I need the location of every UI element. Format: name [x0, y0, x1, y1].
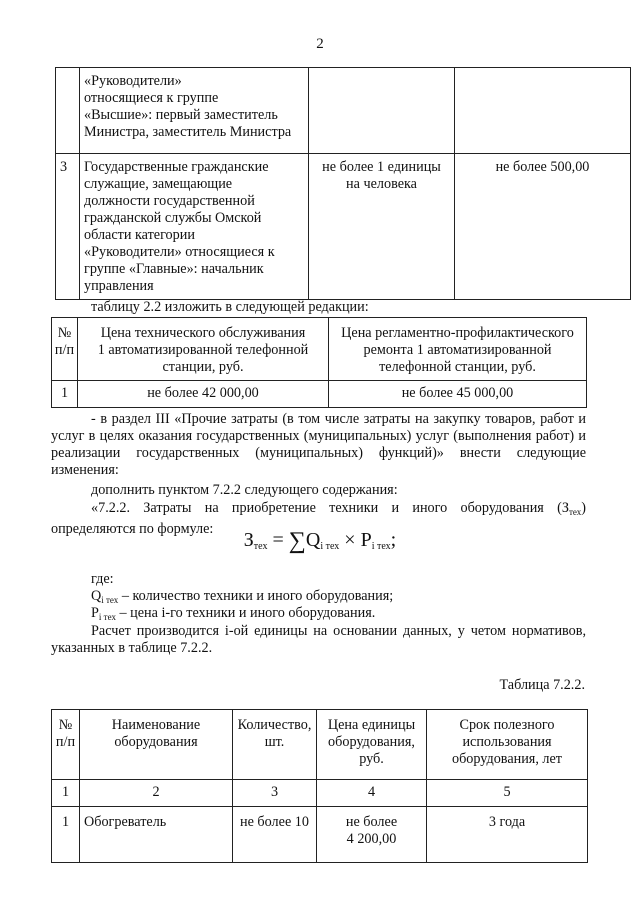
definition-symbol: Q: [91, 588, 102, 604]
norm-line: на человека: [346, 176, 417, 192]
definition-subscript: i тех: [98, 612, 116, 622]
formula-times: ×: [344, 529, 356, 551]
useful-life-cell: 3 года: [427, 807, 588, 863]
where-label: где:: [91, 571, 114, 587]
table-row: [56, 68, 631, 154]
header-line: Цена единицы: [327, 717, 416, 733]
index-cell: 1: [52, 780, 80, 807]
table-2-2-intro: таблицу 2.2 изложить в следующей редакции:: [91, 299, 369, 315]
header-line: №: [57, 325, 72, 341]
position-line: «Руководители»: [84, 73, 182, 89]
header-line: Наименование: [111, 717, 201, 733]
norm-cell: [309, 68, 455, 154]
position-line: области категории: [84, 227, 195, 243]
index-cell: 5: [427, 780, 588, 807]
maintenance-price-cell: не более 42 000,00: [78, 381, 329, 408]
header-line: руб.: [359, 751, 384, 767]
col-header-unit-price: [317, 710, 427, 780]
staff-norm-table: [55, 67, 631, 300]
formula-lhs: З: [243, 529, 254, 551]
col-header-maintenance-price: [78, 318, 329, 381]
position-line: относящиеся к группе: [84, 90, 219, 106]
header-line: шт.: [264, 734, 285, 750]
clause-text: «7.2.2. Затраты на приобретение техники и иного оборудования (З: [91, 500, 569, 516]
header-line: п/п: [54, 342, 75, 358]
header-line: п/п: [55, 734, 76, 750]
col-header-number: [52, 318, 78, 381]
col-header-quantity: [233, 710, 317, 780]
position-line: Государственные гражданские: [84, 159, 269, 175]
index-cell: 4: [317, 780, 427, 807]
header-line: Количество,: [237, 717, 312, 733]
row-number-cell: 1: [52, 807, 80, 863]
header-line: Цена технического обслуживания: [100, 325, 306, 341]
row-number-cell: 3: [56, 154, 80, 300]
col-header-name: [80, 710, 233, 780]
norm-line: не более 1 единицы: [322, 159, 441, 175]
position-cell: [80, 154, 309, 300]
table-row: [52, 381, 587, 408]
section-3-paragraph: - в раздел III «Прочие затраты (в том числе затраты на закупку товаров, работ и услуг в целях оказания государственных (муниципальных) услуг (выполнения работ) и реализации государственных (муниципальных) функций)» внести следующие изменения:: [51, 411, 586, 478]
price-cell: не более 500,00: [455, 154, 631, 300]
clause-subscript: тех: [568, 507, 582, 517]
price-cell: [455, 68, 631, 154]
formula-p: P: [360, 529, 372, 551]
sum-symbol: ∑: [288, 528, 306, 554]
quantity-cell: не более 10: [233, 807, 317, 863]
definition-symbol: P: [91, 605, 99, 621]
definition-text: – цена i-го техники и иного оборудования.: [115, 605, 376, 621]
formula-subscript: тех: [253, 541, 268, 552]
formula-q: Q: [305, 529, 321, 551]
position-line: «Высшие»: первый заместитель: [84, 107, 278, 123]
position-cell: [80, 68, 309, 154]
position-line: должности государственной: [84, 193, 255, 209]
row-number-cell: [56, 68, 80, 154]
header-line: использования: [462, 734, 552, 750]
position-line: «Руководители» относящиеся к: [84, 244, 275, 260]
position-line: Министра, заместитель Министра: [84, 124, 292, 140]
position-line: гражданской службы Омской: [84, 210, 262, 226]
col-header-repair-price: [329, 318, 587, 381]
header-line: Срок полезного: [459, 717, 555, 733]
index-cell: 2: [80, 780, 233, 807]
definition-text: – количество техники и иного оборудования;: [118, 588, 394, 604]
position-line: управления: [84, 278, 154, 294]
header-line: оборудования, лет: [451, 751, 562, 767]
clause-text: ) определяются по формуле:: [51, 500, 586, 537]
formula-equals: =: [272, 529, 284, 551]
page-number: 2: [316, 36, 324, 52]
header-line: станции, руб.: [162, 359, 244, 375]
table-caption: Таблица 7.2.2.: [499, 677, 585, 693]
formula-subscript: i тех: [320, 541, 340, 552]
equipment-name-cell: Обогреватель: [80, 807, 233, 863]
price-line: не более: [345, 814, 398, 830]
table-header-row: [52, 710, 588, 780]
calculation-paragraph: Расчет производится i-ой единицы на основании данных, у четом нормативов, указанных в таблице 7.2.2.: [51, 623, 586, 656]
price-line: 4 200,00: [346, 831, 397, 847]
header-line: 1 автоматизированной телефонной: [97, 342, 309, 358]
equipment-table: [51, 709, 588, 863]
header-line: ремонта 1 автоматизированной: [363, 342, 552, 358]
position-line: служащие, замещающие: [84, 176, 233, 192]
col-header-number: [52, 710, 80, 780]
position-line: группе «Главные»: начальник: [84, 261, 264, 277]
norm-cell: [309, 154, 455, 300]
index-cell: 3: [233, 780, 317, 807]
formula-end: ;: [390, 529, 397, 551]
row-number-cell: 1: [52, 381, 78, 408]
table-row: [52, 807, 588, 863]
repair-price-cell: не более 45 000,00: [329, 381, 587, 408]
column-index-row: [52, 780, 588, 807]
header-line: №: [58, 717, 73, 733]
definition-subscript: i тех: [101, 595, 119, 605]
unit-price-cell: [317, 807, 427, 863]
ats-service-price-table: [51, 317, 587, 408]
header-line: оборудования,: [328, 734, 415, 750]
formula-subscript: i тех: [371, 541, 391, 552]
header-line: Цена регламентно-профилактического: [341, 325, 574, 341]
header-line: оборудования: [114, 734, 198, 750]
add-clause-paragraph: дополнить пунктом 7.2.2 следующего содержания:: [91, 482, 398, 498]
header-line: телефонной станции, руб.: [379, 359, 536, 375]
cost-formula: [0, 528, 640, 559]
col-header-useful-life: [427, 710, 588, 780]
table-header-row: [52, 318, 587, 381]
table-row: [56, 154, 631, 300]
